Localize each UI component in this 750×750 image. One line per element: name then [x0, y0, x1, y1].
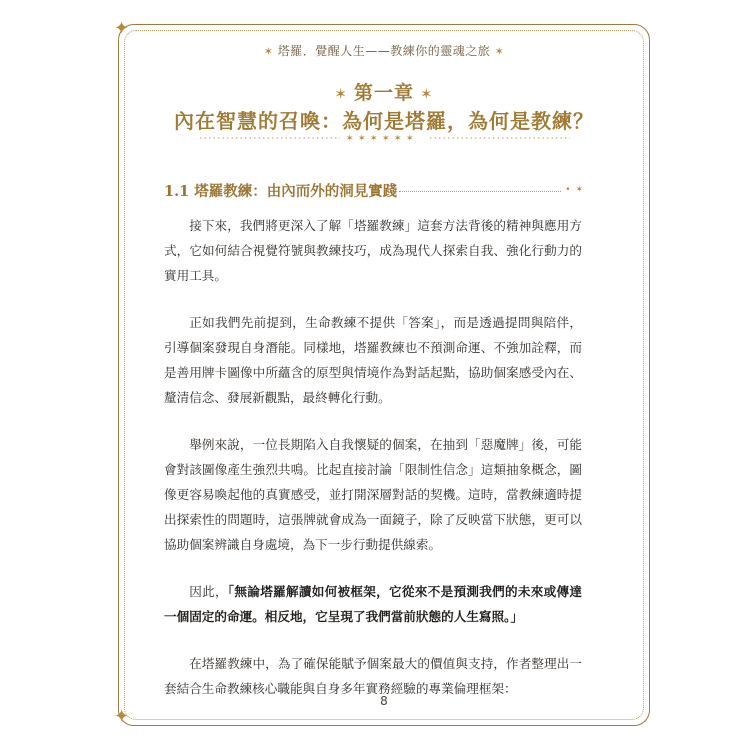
corner-star-icon: ✦	[114, 706, 130, 727]
highlighted-quote: 「無論塔羅解讀如何被框架，它從來不是預測我們的未來或傳達一個固定的命運。相反地，它呈現了我們當前狀態的人生寫照。」	[164, 584, 583, 624]
star-icon: ✶	[334, 85, 348, 103]
svg-text:✶: ✶	[406, 134, 414, 144]
star-icon: • ✶	[565, 185, 584, 195]
svg-text:✶: ✶	[346, 134, 354, 144]
section-leader-dots	[399, 191, 561, 192]
svg-text:✶: ✶	[394, 134, 402, 144]
chapter-title: 內在智慧的召喚：為何是塔羅，為何是教練？	[174, 109, 594, 133]
star-icon: ✶	[420, 85, 434, 103]
body-text	[164, 213, 582, 723]
svg-text:✶: ✶	[382, 134, 390, 144]
quote-lead: 因此，	[189, 584, 228, 599]
star-icon: ✶	[263, 45, 274, 58]
corner-star-icon: ✦	[114, 18, 130, 39]
paragraph: 接下來，我們將更深入了解「塔羅教練」這套方法背後的精神與應用方式，它如何結合視覺符號與教練技巧，成為現代人探索自我、強化行動力的實用工具。	[164, 218, 582, 283]
paragraph: 舉例來說，一位長期陷入自我懷疑的個案，在抽到「惡魔牌」後，可能會對該圖像產生強烈共鳴。比起直接討論「限制性信念」這類抽象概念，圖像更容易喚起他的真實感受，並打開深層對話的契機。這時，當教練適時提出探索性的問題時，這張牌就會成為一面鏡子，除了反映當下狀態，更可以協助個案辨識自身處境，為下一步行動提供線索。	[164, 437, 582, 552]
page-number: 8	[380, 694, 388, 708]
chapter-label	[124, 78, 644, 105]
section-heading	[164, 178, 584, 202]
star-icon: ✶	[494, 45, 505, 58]
chapter-divider	[200, 131, 570, 145]
quote-paragraph	[164, 579, 582, 629]
running-title: 塔羅．覺醒人生——教練你的靈魂之旅	[277, 44, 491, 58]
running-header	[124, 42, 644, 59]
chapter-number: 第一章	[353, 82, 414, 104]
section-title: 1.1 塔羅教練：由內而外的洞見實踐	[164, 182, 398, 200]
svg-text:✶: ✶	[358, 134, 366, 144]
paragraph: 在塔羅教練中，為了確保能賦予個案最大的價值與支持，作者整理出一套結合生命教練核心職能與自身多年實務經驗的專業倫理框架：	[164, 656, 582, 696]
svg-text:✶: ✶	[370, 134, 378, 144]
paragraph: 正如我們先前提到，生命教練不提供「答案」，而是透過提問與陪伴，引導個案發現自身潛能。同樣地，塔羅教練也不預測命運、不強加詮釋，而是善用牌卡圖像中所蘊含的原型與情境作為對話起點，協助個案感受內在、釐清信念、發展新觀點，最終轉化行動。	[164, 315, 582, 405]
